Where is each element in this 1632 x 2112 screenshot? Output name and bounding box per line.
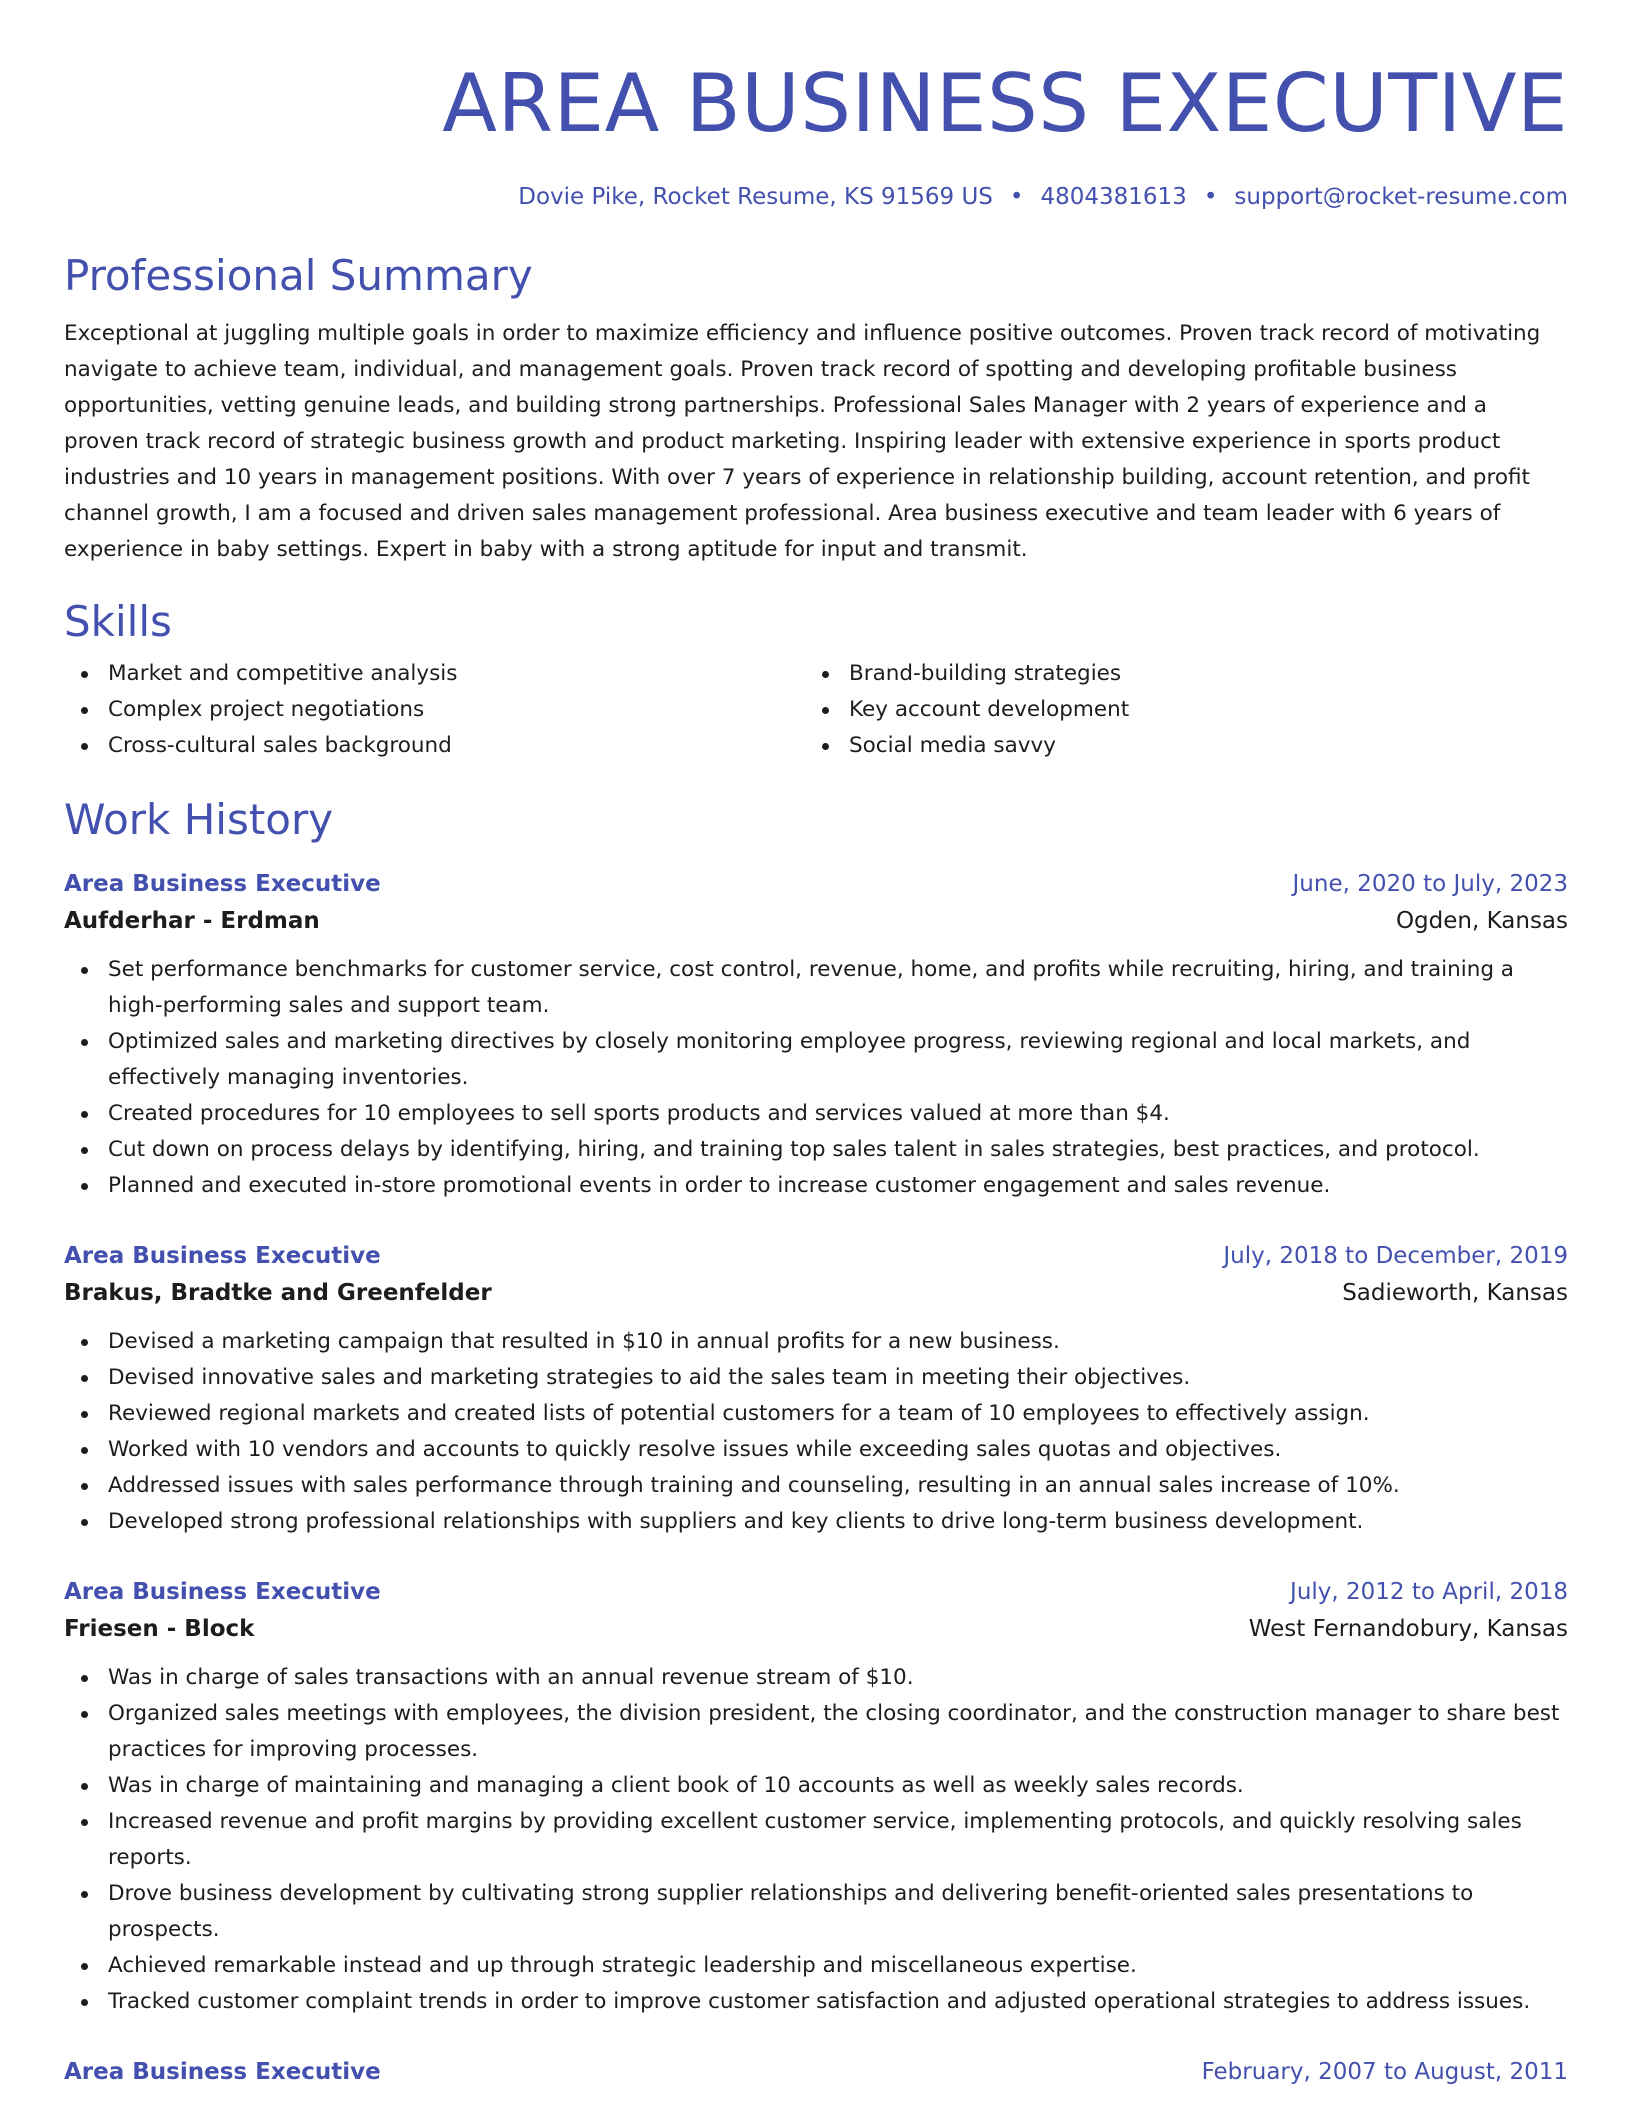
skill-item: Market and competitive analysis xyxy=(64,656,805,692)
summary-heading: Professional Summary xyxy=(64,251,533,300)
summary-text: Exceptional at juggling multiple goals in order to maximize efficiency and influence positive outcomes. Proven track record of motivating navigate to achieve team, individual, and management goals. Proven track record of spotting and developing profitable business opportunities, vetting genuine leads, and building strong partnerships. Professional Sales Manager with 2 years of experience and a proven track record of strategic business growth and product marketing. Inspiring leader with extensive experience in sports product industries and 10 years in management positions. With over 7 years of experience in relationship building, account retention, and profit channel growth, I am a focused and driven sales management professional. Area business executive and team leader with 6 years of experience in baby settings. Expert in baby with a strong aptitude for input and transmit. xyxy=(64,321,1541,562)
job-title: Area Business Executive xyxy=(64,1243,381,1269)
job-header-row xyxy=(64,2054,1568,2090)
skills-column-left xyxy=(64,656,805,764)
job-bullets xyxy=(64,1324,1568,1540)
job-bullet: Devised a marketing campaign that resulted in $10 in annual profits for a new business. xyxy=(64,1324,1568,1360)
contact-separator: • xyxy=(1203,184,1218,210)
job-bullet: Planned and executed in-store promotional events in order to increase customer engagement and sales revenue. xyxy=(64,1168,1568,1204)
contact-line xyxy=(64,182,1568,212)
job-bullet: Cut down on process delays by identifying, hiring, and training top sales talent in sales strategies, best practices, and protocol. xyxy=(64,1132,1568,1168)
job-dates: July, 2012 to April, 2018 xyxy=(1290,1579,1568,1605)
job-header-row xyxy=(64,1574,1568,1610)
work-history-heading: Work History xyxy=(64,795,334,844)
job-dates: June, 2020 to July, 2023 xyxy=(1292,871,1568,897)
job-title: Area Business Executive xyxy=(64,2059,381,2085)
job-company-row xyxy=(64,1274,1568,1312)
job-bullets xyxy=(64,1660,1568,2020)
job-bullets xyxy=(64,952,1568,1204)
job-bullet: Was in charge of sales transactions with an annual revenue stream of $10. xyxy=(64,1660,1568,1696)
job-location: West Fernandobury, Kansas xyxy=(1248,1616,1568,1642)
resume-title: AREA BUSINESS EXECUTIVE xyxy=(442,57,1568,150)
skill-item: Complex project negotiations xyxy=(64,692,805,728)
job-bullet: Tracked customer complaint trends in order to improve customer satisfaction and adjusted operational strategies to address issues. xyxy=(64,1984,1568,2020)
job-entry xyxy=(64,866,1568,1204)
job-bullet: Reviewed regional markets and created lists of potential customers for a team of 10 employees to effectively assign. xyxy=(64,1396,1568,1432)
skill-item: Key account development xyxy=(805,692,1568,728)
job-header-row xyxy=(64,866,1568,902)
job-bullet: Developed strong professional relationships with suppliers and key clients to drive long-term business development. xyxy=(64,1504,1568,1540)
job-entry xyxy=(64,2054,1568,2090)
job-company: Friesen - Block xyxy=(64,1616,255,1642)
job-company-row xyxy=(64,1610,1568,1648)
job-company: Brakus, Bradtke and Greenfelder xyxy=(64,1280,492,1306)
job-bullet: Set performance benchmarks for customer service, cost control, revenue, home, and profits while recruiting, hiring, and training a high-performing sales and support team. xyxy=(64,952,1568,1024)
job-bullet: Created procedures for 10 employees to sell sports products and services valued at more than $4. xyxy=(64,1096,1568,1132)
job-entry xyxy=(64,1238,1568,1540)
job-company: Aufderhar - Erdman xyxy=(64,908,320,934)
job-header-row xyxy=(64,1238,1568,1274)
contact-address: Dovie Pike, Rocket Resume, KS 91569 US xyxy=(518,184,993,210)
contact-phone[interactable]: 4804381613 xyxy=(1040,184,1187,210)
job-entry xyxy=(64,1574,1568,2020)
job-bullet: Addressed issues with sales performance through training and counseling, resulting in an annual sales increase of 10%. xyxy=(64,1468,1568,1504)
job-bullet: Organized sales meetings with employees, the division president, the closing coordinator, and the construction manager to share best practices for improving processes. xyxy=(64,1696,1568,1768)
job-bullet: Drove business development by cultivating strong supplier relationships and delivering benefit-oriented sales presentations to prospects. xyxy=(64,1876,1568,1948)
job-bullet: Achieved remarkable instead and up through strategic leadership and miscellaneous expertise. xyxy=(64,1948,1568,1984)
job-company-row xyxy=(64,902,1568,940)
job-dates: February, 2007 to August, 2011 xyxy=(1201,2059,1568,2085)
skill-item: Brand-building strategies xyxy=(805,656,1568,692)
skill-item: Social media savvy xyxy=(805,728,1568,764)
job-location: Ogden, Kansas xyxy=(1395,908,1568,934)
job-bullet: Worked with 10 vendors and accounts to quickly resolve issues while exceeding sales quotas and objectives. xyxy=(64,1432,1568,1468)
skills-heading: Skills xyxy=(64,597,172,646)
job-location: Sadieworth, Kansas xyxy=(1342,1280,1568,1306)
contact-separator: • xyxy=(1009,184,1024,210)
skill-item: Cross-cultural sales background xyxy=(64,728,805,764)
job-dates: July, 2018 to December, 2019 xyxy=(1223,1243,1568,1269)
job-title: Area Business Executive xyxy=(64,871,381,897)
skills-list xyxy=(64,656,1568,764)
job-bullet: Optimized sales and marketing directives by closely monitoring employee progress, reviewing regional and local markets, and effectively managing inventories. xyxy=(64,1024,1568,1096)
job-title: Area Business Executive xyxy=(64,1579,381,1605)
job-bullet: Devised innovative sales and marketing strategies to aid the sales team in meeting their objectives. xyxy=(64,1360,1568,1396)
job-bullet: Was in charge of maintaining and managing a client book of 10 accounts as well as weekly sales records. xyxy=(64,1768,1568,1804)
skills-column-right xyxy=(805,656,1568,764)
job-bullet: Increased revenue and profit margins by providing excellent customer service, implementing protocols, and quickly resolving sales reports. xyxy=(64,1804,1568,1876)
contact-email[interactable]: support@rocket-resume.com xyxy=(1234,184,1568,210)
